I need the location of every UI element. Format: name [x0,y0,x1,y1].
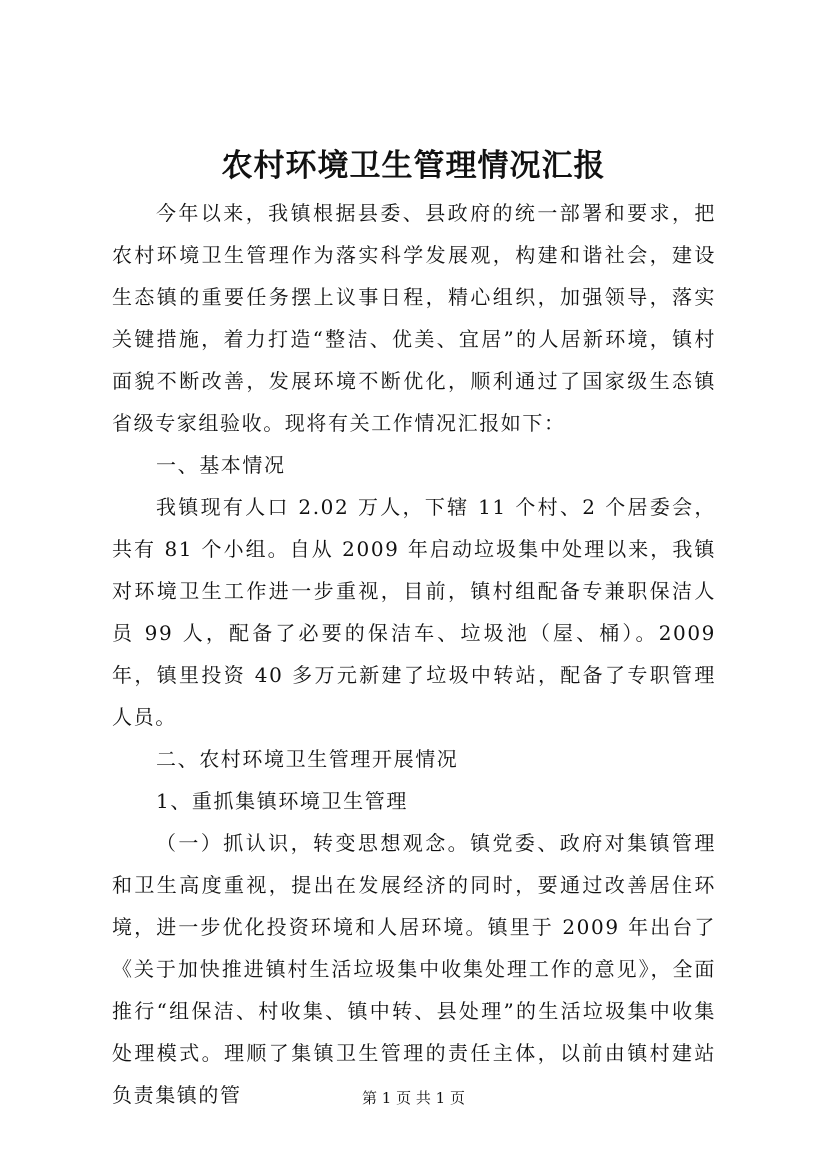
paragraph-basic-situation: 我镇现有人口 2.02 万人，下辖 11 个村、2 个居委会，共有 81 个小组。自从 2009 年启动垃圾集中处理以来，我镇对环境卫生工作进一步重视，目前，镇村组配备专兼职保洁人员 99 人，配备了必要的保洁车、垃圾池（屋、桶）。2009 年，镇里投资 40 多万元新建了垃圾中转站，配备了专职管理人员。 [112,495,716,729]
paragraph-awareness: （一）抓认识，转变思想观念。镇党委、政府对集镇管理和卫生高度重视，提出在发展经济的同时，要通过改善居住环境，进一步优化投资环境和人居环境。镇里于 2009 年出台了《关于加快推进镇村生活垃圾集中收集处理工作的意见》，全面推行“组保洁、村收集、镇中转、县处理”的生活垃圾集中收集处理模式。理顺了集镇卫生管理的责任主体，以前由镇村建站负责集镇的管 [112,831,716,1107]
document-body [112,192,716,1116]
heading-management-progress: 二、农村环境卫生管理开展情况 [156,747,459,771]
heading-basic-situation: 一、基本情况 [156,453,286,477]
paragraph-intro: 今年以来，我镇根据县委、县政府的统一部署和要求，把农村环境卫生管理作为落实科学发展观，构建和谐社会，建设生态镇的重要任务摆上议事日程，精心组织，加强领导，落实关键措施，着力打造“整洁、优美、宜居”的人居新环境，镇村面貌不断改善，发展环境不断优化，顺利通过了国家级生态镇省级专家组验收。现将有关工作情况汇报如下： [112,201,716,435]
subheading-town-sanitation: 1、重抓集镇环境卫生管理 [156,789,408,813]
page-footer: 第 1 页 共 1 页 [362,1089,465,1107]
document-title: 农村环境卫生管理情况汇报 [221,148,606,184]
